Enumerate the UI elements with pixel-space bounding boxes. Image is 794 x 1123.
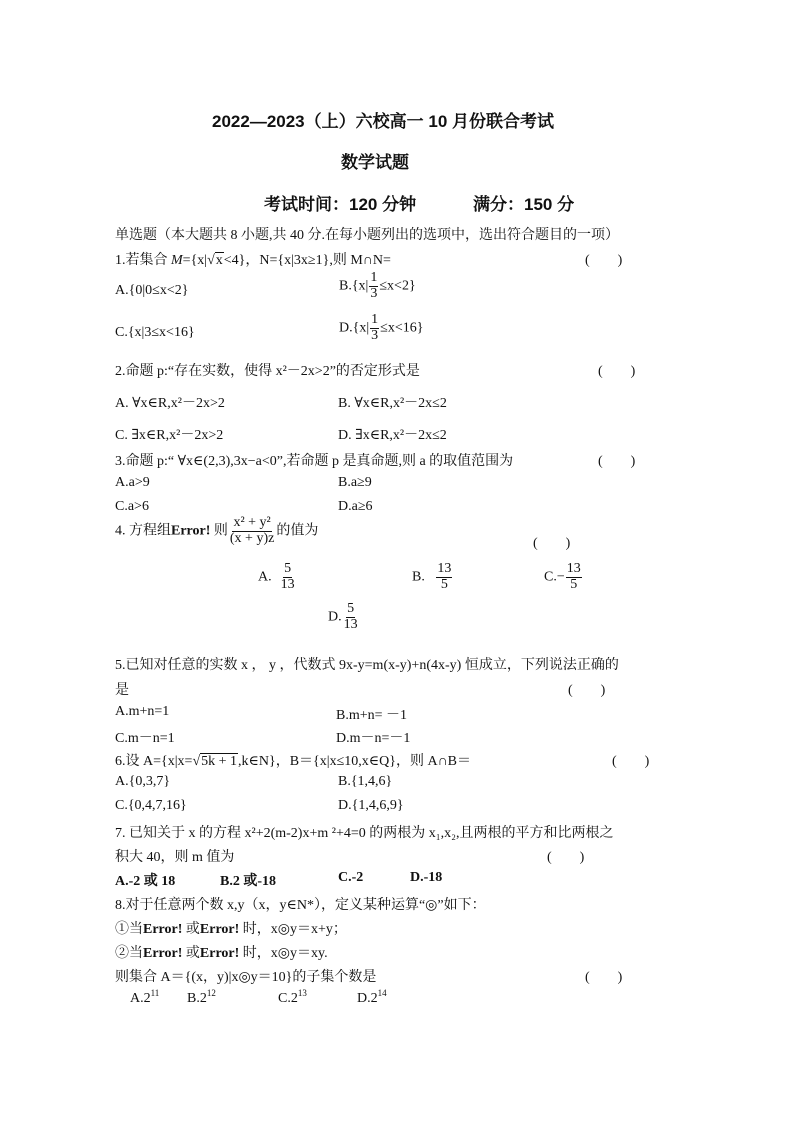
q3-option-a: A.a>9 (115, 475, 150, 490)
q8-rule-2: ②当Error! 或Error! 时，x◎y＝xy. (115, 946, 328, 961)
answer-blank: ( ) (585, 970, 623, 985)
exam-time: 考试时间：120 分钟 (264, 195, 417, 214)
answer-blank: ( ) (598, 454, 636, 469)
q2-option-d: D. ∃x∈R,x²－2x≤2 (338, 428, 447, 443)
q2-option-a: A. ∀x∈R,x²－2x>2 (115, 396, 225, 411)
question-5-stem-line1: 5.已知对任意的实数 x ， y ，代数式 9x-y=m(x-y)+n(4x-y) 恒成立，下列说法正确的 (115, 658, 619, 673)
answer-blank: ( ) (585, 253, 623, 268)
answer-blank: ( ) (612, 754, 650, 769)
q1-option-a: A.{0|0≤x<2} (115, 283, 189, 298)
q8-option-d: $D.2^{14}$ (357, 988, 387, 1006)
q3-option-b: B.a≥9 (338, 475, 372, 490)
q8-option-c: $C.2^{13}$ (278, 988, 307, 1006)
q2-option-c: C. ∃x∈R,x²－2x>2 (115, 428, 224, 443)
q5-option-c: C.m－n=1 (115, 731, 175, 746)
subject-title: 数学试题 (341, 153, 409, 172)
q7-option-a: A.-2 或 18 (115, 874, 176, 889)
q6-option-b: B.{1,4,6} (338, 774, 393, 789)
q8-rule-1: ①当Error! 或Error! 时，x◎y＝x+y； (115, 922, 347, 937)
q5-option-a: A.m+n=1 (115, 704, 170, 719)
q3-option-c: C.a>6 (115, 499, 149, 514)
question-7-stem-line2: 积大 40，则 m 值为 (115, 850, 235, 865)
question-8-stem: 8.对于任意两个数 x,y（x，y∈N*），定义某种运算“◎”如下： (115, 898, 486, 913)
q1-option-d: D.{x| $\frac{1}{3}$ ≤x<16} (339, 312, 424, 343)
exam-title: 2022—2023（上）六校高一 10 月份联合考试 (212, 112, 554, 131)
q4-option-d: D. $\frac{5}{13}$ (328, 601, 358, 632)
q4-option-b: B. $\frac{13}{5}$ (412, 561, 452, 592)
q1-option-b: B.{x| $\frac{1}{3}$ ≤x<2} (339, 270, 416, 301)
question-2-stem: 2.命题 p:“存在实数，使得 x²－2x>2”的否定形式是 (115, 364, 420, 379)
answer-blank: ( ) (533, 536, 571, 551)
q8-option-b: $B.2^{12}$ (187, 988, 216, 1006)
q1-option-c: C.{x|3≤x<16} (115, 325, 195, 340)
q7-option-b: B.2 或-18 (220, 874, 276, 889)
question-5-stem-line2: 是 (115, 683, 129, 698)
question-4-stem: 4. 方程组Error! 则 $\frac{\text{x² + y²}}{(x + y)z}$ 的值为 (115, 515, 319, 546)
q6-option-d: D.{1,4,6,9} (338, 798, 404, 813)
q8-ask: 则集合 A＝{(x，y)|x◎y＝10}的子集个数是 (115, 970, 377, 985)
q7-option-c: C.-2 (338, 870, 364, 885)
answer-blank: ( ) (598, 364, 636, 379)
q6-option-c: C.{0,4,7,16} (115, 798, 187, 813)
q8-option-a: $A.2^{11}$ (130, 988, 160, 1006)
question-1-stem: 1.若集合 M={x|√x<4}，N={x|3x≥1},则 M∩N= (115, 253, 391, 268)
question-7-stem-line1: 7. 已知关于 x 的方程 x²+2(m-2)x+m ²+4=0 的两根为 x₁,x₂,且两根的平方和比两根之 (115, 826, 614, 841)
answer-blank: ( ) (568, 683, 606, 698)
q5-option-b: B.m+n= －1 (336, 708, 408, 723)
q5-option-d: D.m－n=－1 (336, 731, 411, 746)
q4-option-a: A. $\frac{5}{13}$ (258, 561, 295, 592)
section-heading: 单选题（本大题共 8 小题,共 40 分.在每小题列出的选项中，选出符合题目的一项） (115, 228, 619, 243)
q6-option-a: A.{0,3,7} (115, 774, 171, 789)
question-6-stem: 6.设 A={x|x=√5k + 1,k∈N}，B＝{x|x≤10,x∈Q}，则 A∩B＝ (115, 754, 472, 769)
q3-option-d: D.a≥6 (338, 499, 373, 514)
answer-blank: ( ) (547, 850, 585, 865)
q7-option-d: D.-18 (410, 870, 443, 885)
question-3-stem: 3.命题 p:“ ∀x∈(2,3),3x−a<0”,若命题 p 是真命题,则 a 的取值范围为 (115, 454, 514, 469)
q2-option-b: B. ∀x∈R,x²－2x≤2 (338, 396, 447, 411)
full-score: 满分：150 分 (473, 195, 575, 214)
q4-option-c: C.− $\frac{13}{5}$ (544, 561, 581, 592)
